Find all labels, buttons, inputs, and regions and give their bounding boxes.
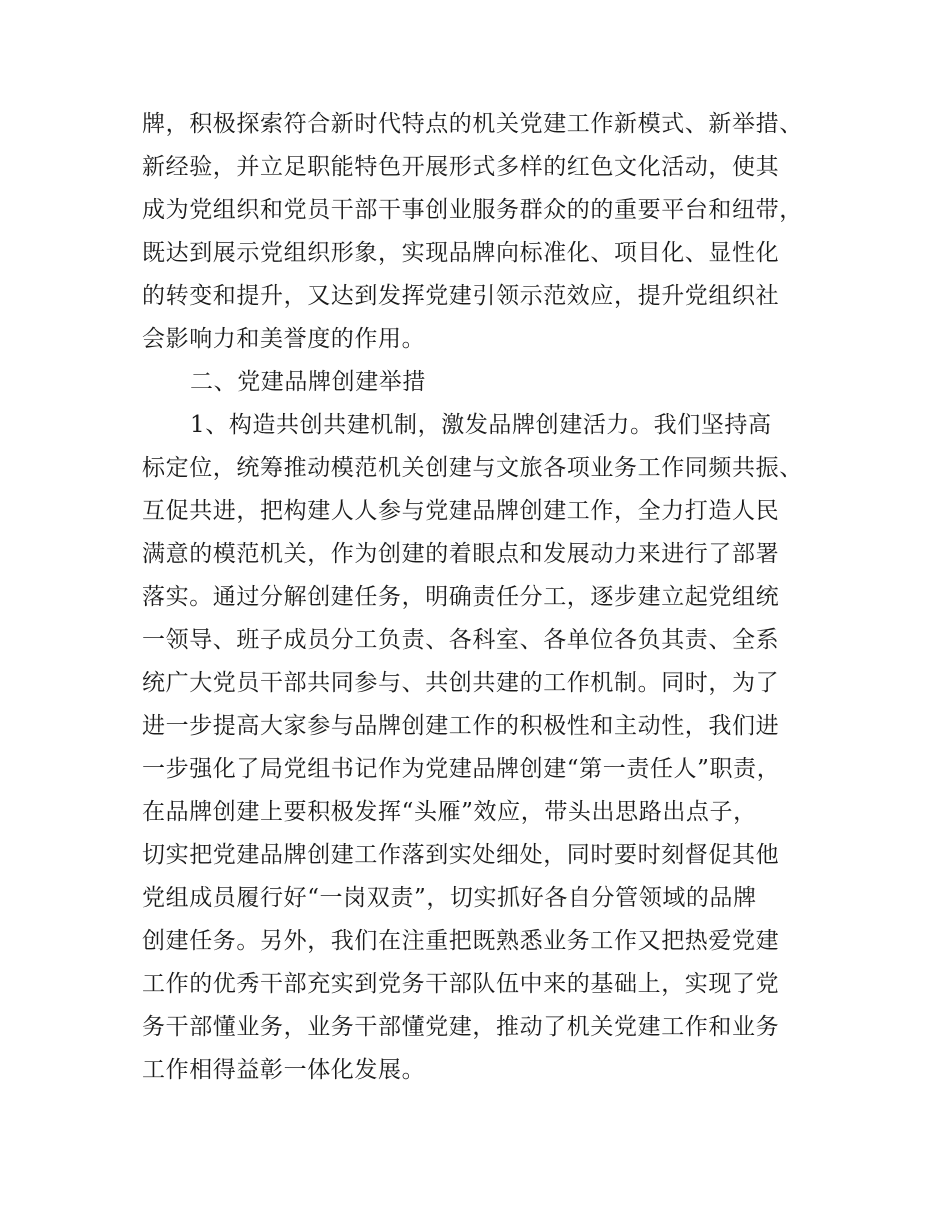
paragraph-line: 互促共进，把构建人人参与党建品牌创建工作，全力打造人民 [142,498,780,524]
paragraph-line: 切实把党建品牌创建工作落到实处细处，同时要时刻督促其他 [142,842,780,868]
paragraph-line: 一步强化了局党组书记作为党建品牌创建“第一责任人”职责， [142,756,781,782]
paragraph-line: 在品牌创建上要积极发挥“头雁”效应，带头出思路出点子， [142,799,757,825]
paragraph-line: 统广大党员干部共同参与、共创共建的工作机制。同时，为了 [142,670,780,696]
paragraph-line: 成为党组织和党员干部干事创业服务群众的的重要平台和纽带， [142,197,803,223]
section-heading: 二、党建品牌创建举措 [190,369,426,395]
document-body [142,103,822,1092]
paragraph-line: 一领导、班子成员分工负责、各科室、各单位各负其责、全系 [142,627,780,653]
paragraph-line: 1、构造共创共建机制，激发品牌创建活力。我们坚持高 [190,412,772,438]
paragraph-line: 既达到展示党组织形象，实现品牌向标准化、项目化、显性化 [142,240,780,266]
paragraph-line: 务干部懂业务，业务干部懂党建，推动了机关党建工作和业务 [142,1014,780,1040]
paragraph-line: 牌，积极探索符合新时代特点的机关党建工作新模式、新举措、 [142,111,803,137]
paragraph-line: 进一步提高大家参与品牌创建工作的积极性和主动性，我们进 [142,713,780,739]
paragraph-line: 创建任务。另外，我们在注重把既熟悉业务工作又把热爱党建 [142,928,780,954]
paragraph-line: 新经验，并立足职能特色开展形式多样的红色文化活动，使其 [142,154,780,180]
paragraph-line: 会影响力和美誉度的作用。 [142,326,426,352]
paragraph-line: 工作的优秀干部充实到党务干部队伍中来的基础上，实现了党 [142,971,780,997]
paragraph-line: 满意的模范机关，作为创建的着眼点和发展动力来进行了部署 [142,541,780,567]
paragraph-line: 工作相得益彰一体化发展。 [142,1057,426,1083]
paragraph-line: 落实。通过分解创建任务，明确责任分工，逐步建立起党组统 [142,584,780,610]
paragraph-line: 标定位，统筹推动模范机关创建与文旅各项业务工作同频共振、 [142,455,803,481]
paragraph-line: 党组成员履行好“一岗双责”，切实抓好各自分管领域的品牌 [142,885,757,911]
paragraph-line: 的转变和提升，又达到发挥党建引领示范效应，提升党组织社 [142,283,780,309]
